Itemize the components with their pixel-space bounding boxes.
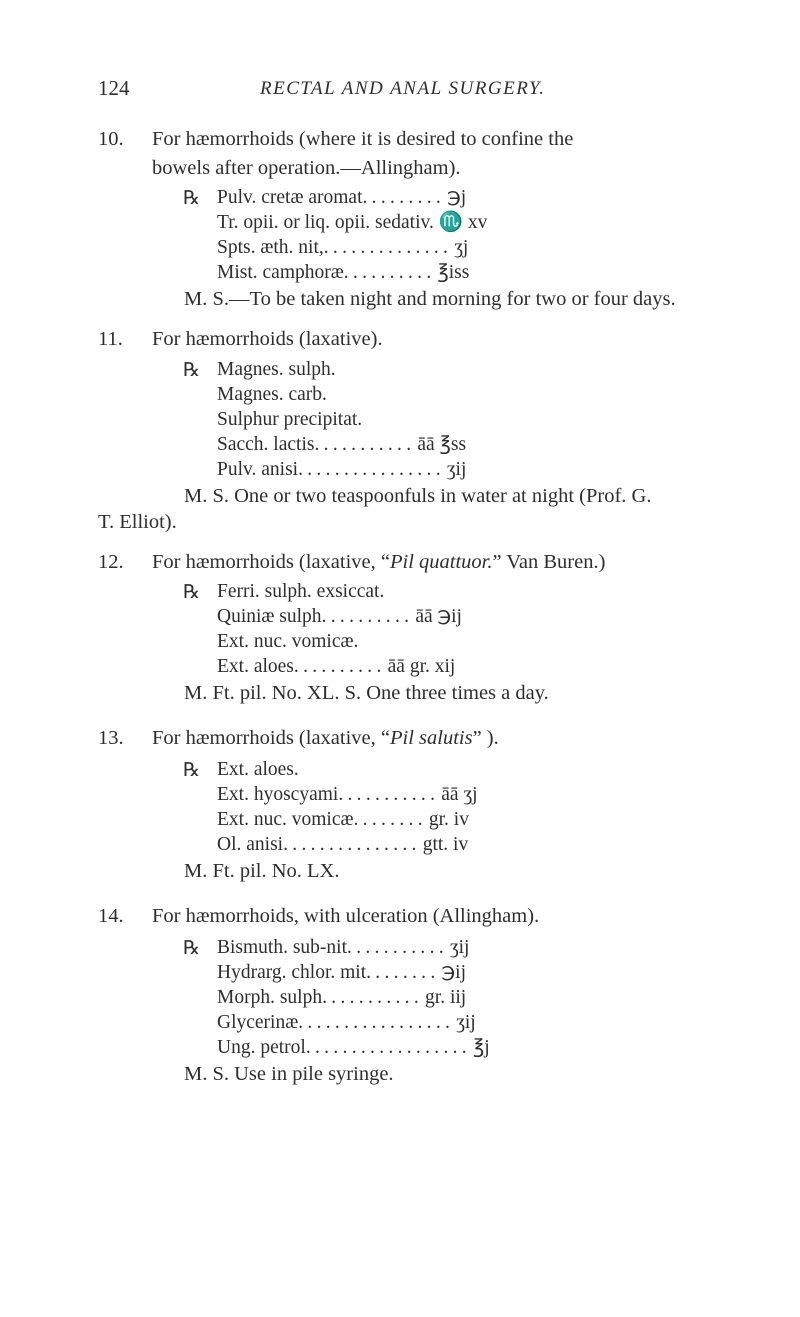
prescription-item: Ferri. sulph. exsiccat. <box>217 581 385 602</box>
rx-icon: ℞ <box>183 188 201 209</box>
prescription-item: Magnes. carb. <box>217 384 327 405</box>
prescription-item: Morph. sulph........... gr. iij <box>217 987 467 1008</box>
directions: M. Ft. pil. No. XL. S. One three times a day. <box>184 682 549 704</box>
prescription-item: Pulv. cretæ aromat......... ℈j <box>217 187 467 208</box>
prescription-item: Magnes. sulph. <box>217 359 336 380</box>
page-number: 124 <box>98 76 130 100</box>
running-title: RECTAL AND ANAL SURGERY. <box>260 78 546 99</box>
directions: M. S.—To be taken night and morning for two or four days. <box>184 288 676 310</box>
directions: M. S. Use in pile syringe. <box>184 1063 394 1085</box>
prescription-item: Pulv. anisi................ ʒij <box>217 459 467 480</box>
section-heading: 11. For hæmorrhoids (laxative). <box>98 328 383 350</box>
prescription-item: Sacch. lactis........... āā ℥ss <box>217 434 467 455</box>
prescription-item: Ext. nuc. vomicæ. <box>217 631 359 652</box>
rx-icon: ℞ <box>183 760 201 781</box>
prescription-item: Ung. petrol.................. ℥j <box>217 1037 490 1058</box>
prescription-item: Spts. æth. nit,.............. ʒj <box>217 237 469 258</box>
rx-icon: ℞ <box>183 938 201 959</box>
prescription-item: Hydrarg. chlor. mit........ ℈ij <box>217 962 466 983</box>
prescription-item: Ext. hyoscyami........... āā ʒj <box>217 784 478 805</box>
prescription-item: Glycerinæ................. ʒij <box>217 1012 476 1033</box>
rx-icon: ℞ <box>183 360 201 381</box>
prescription-item: Quiniæ sulph.......... āā ℈ij <box>217 606 462 627</box>
directions: M. Ft. pil. No. LX. <box>184 860 340 882</box>
prescription-item: Ext. aloes.......... āā gr. xij <box>217 656 456 677</box>
rx-icon: ℞ <box>183 582 201 603</box>
section-heading: 13. For hæmorrhoids (laxative, “Pil salutis” ). <box>98 727 499 749</box>
prescription-item: Sulphur precipitat. <box>217 409 363 430</box>
directions-continued: T. Elliot). <box>98 511 177 533</box>
section-heading: 14. For hæmorrhoids, with ulceration (Allingham). <box>98 905 540 927</box>
section-heading: 12. For hæmorrhoids (laxative, “Pil quattuor.” Van Buren.) <box>98 551 606 573</box>
prescription-item: Ext. aloes. <box>217 759 299 780</box>
directions: M. S. One or two teaspoonfuls in water at night (Prof. G. <box>184 485 652 507</box>
prescription-item: Ext. nuc. vomicæ........ gr. iv <box>217 809 469 830</box>
prescription-item: Mist. camphoræ.......... ℥iss <box>217 262 470 283</box>
prescription-item: Ol. anisi............... gtt. iv <box>217 834 469 855</box>
prescription-item: Tr. opii. or liq. opii. sedativ. ♏ xv <box>217 212 488 233</box>
section-heading: 10. For hæmorrhoids (where it is desired to confine the <box>98 128 574 150</box>
prescription-item: Bismuth. sub-nit........... ʒij <box>217 937 470 958</box>
section-heading-continued: bowels after operation.—Allingham). <box>152 157 461 179</box>
